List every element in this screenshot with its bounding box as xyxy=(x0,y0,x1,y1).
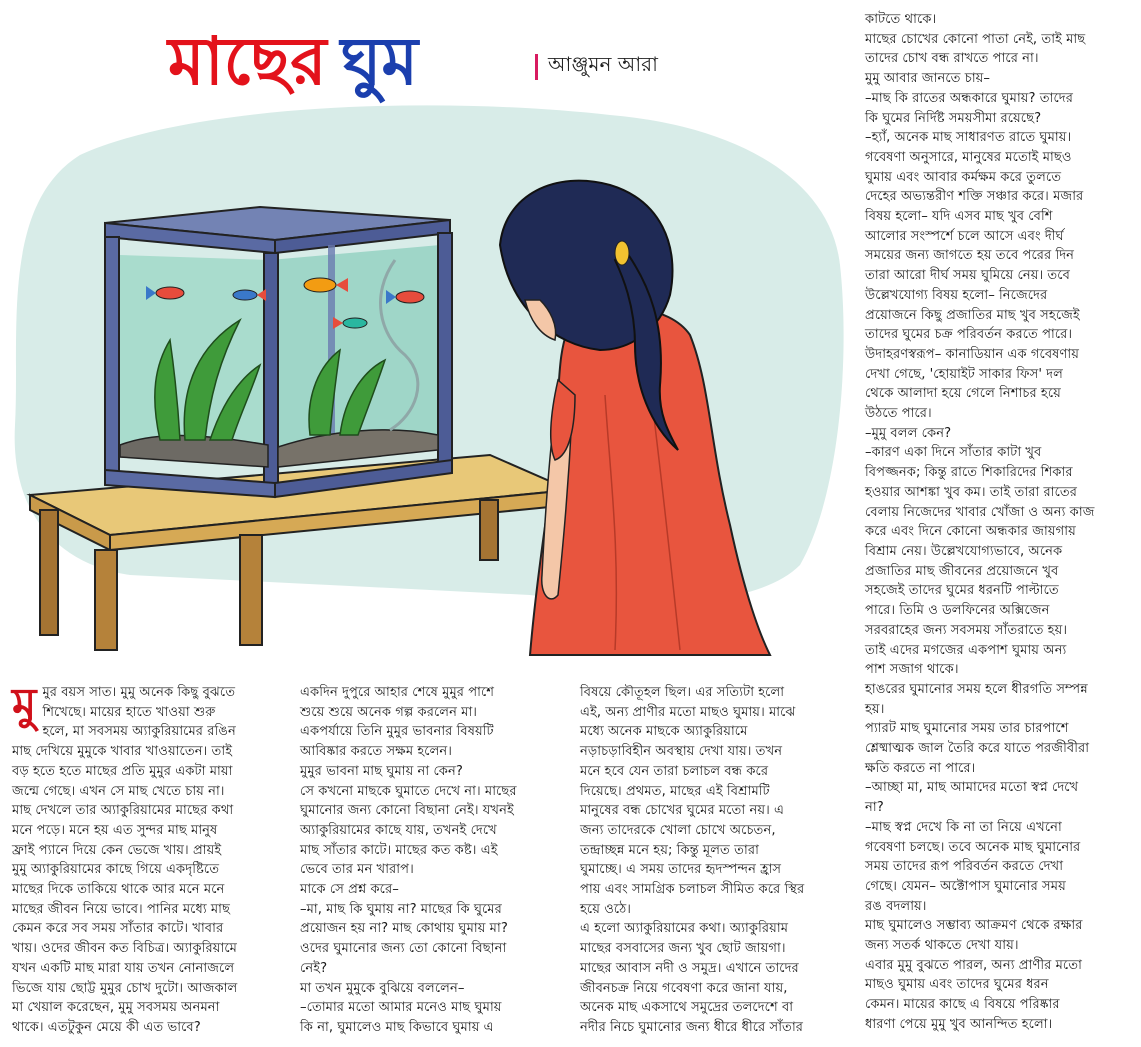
column-1-lines xyxy=(12,679,274,1038)
text-line: ফ্রাই প্যানে দিয়ে কেন ভেজে খায়। প্রায়ই xyxy=(12,842,222,858)
text-line: বেলায় নিজেদের খাবার খোঁজা ও অন্য কাজ xyxy=(865,504,1095,520)
text-line: আলোর সংস্পর্শে চলে আসে এবং দীর্ঘ xyxy=(865,228,1064,244)
text-line: থেকে আলাদা হয়ে গেলে নিশাচর হয়ে xyxy=(865,386,1061,402)
illustration-girl-aquarium xyxy=(10,95,850,660)
text-line: সময় তাদের রূপ পরিবর্তন করতে দেখা xyxy=(865,859,1064,875)
text-line: গবেষণা চলছে। তবে অনেক মাছ ঘুমানোর xyxy=(865,839,1081,855)
text-line: শিখেছে। মায়ের হাতে খাওয়া শুরু xyxy=(42,704,216,720)
column-3-lines xyxy=(580,683,842,1038)
text-line: মনে পড়ে। মনে হয় এত সুন্দর মাছ মানুষ xyxy=(12,822,218,838)
text-line: মা খেয়াল করেছেন, মুমু সবসময় অনমনা xyxy=(12,1000,220,1016)
text-line: মাছ সাঁতার কাটে। মাছের কত কষ্ট। এই xyxy=(300,842,498,858)
text-line: প্যারট মাছ ঘুমানোর সময় তার চারপাশে xyxy=(865,721,1069,737)
article-column-1 xyxy=(12,679,274,1038)
article-column-3 xyxy=(580,683,842,1038)
text-line: প্রজাতির মাছ জীবনের প্রয়োজনে খুব xyxy=(865,563,1059,579)
text-line: শুয়ে শুয়ে অনেক গল্প করলেন মা। xyxy=(300,704,478,720)
text-line: ক্ষতি করতে না পারে। xyxy=(865,760,976,776)
text-line: –মাছ কি রাতের অন্ধকারে ঘুমায়? তাদের xyxy=(865,90,1073,106)
text-line: মাছ ঘুমালেও সম্ভাব্য আক্রমণ থেকে রক্ষার xyxy=(865,918,1083,934)
text-line: হয়। xyxy=(865,701,885,717)
text-line: ঘুমানোর জন্য কোনো বিছানা নেই। যখনই xyxy=(300,803,514,819)
author-name: আঞ্জুমন আরা xyxy=(548,52,658,76)
text-line: –তোমার মতো আমার মনেও মাছ ঘুমায় xyxy=(300,1000,502,1016)
text-line: জন্মে গেছে। এখন সে মাছ খেতে চায় না। xyxy=(12,783,225,799)
text-line: –মাছ স্বপ্ন দেখে কি না তা নিয়ে এখনো xyxy=(865,819,1062,835)
text-line: ওদের ঘুমানোর জন্য তো কোনো বিছানা xyxy=(300,941,507,957)
text-line: হাঙরের ঘুমানোর সময় হলে ধীরগতি সম্পন্ন xyxy=(865,681,1088,697)
text-line: এ হলো অ্যাকুরিয়ামের কথা। অ্যাকুরিয়াম xyxy=(580,921,789,937)
text-line: আবিষ্কার করতে সক্ষম হলেন। xyxy=(300,744,452,760)
text-line: তারা আরো দীর্ঘ সময় ঘুমিয়ে নেয়। তবে xyxy=(865,268,1070,284)
text-line: একপর্যায়ে তিনি মুমুর ভাবনার বিষয়টি xyxy=(300,724,494,740)
text-line: মাছ দেখিয়ে মুমুকে খাবার খাওয়াতেন। তাই xyxy=(12,744,233,760)
text-line: কেমন। মায়ের কাছে এ বিষয়ে পরিষ্কার xyxy=(865,997,1060,1013)
text-line: মনে হবে যেন তারা চলাচল বন্ধ করে xyxy=(580,763,769,779)
text-line: অনেক মাছ একসাথে সমুদ্রের তলদেশে বা xyxy=(580,1000,794,1016)
text-line: রঙ বদলায়। xyxy=(865,898,927,914)
text-line: সে কখনো মাছকে ঘুমাতে দেখে না। মাছের xyxy=(300,783,517,799)
text-line: গেছে। যেমন– অক্টোপাস ঘুমানোর সময় xyxy=(865,878,1066,894)
text-line: নদীর নিচে ঘুমানোর জন্য ধীরে ধীরে সাঁতার xyxy=(580,1019,804,1035)
text-line: বিপজ্জনক; কিন্তু রাতে শিকারিদের শিকার xyxy=(865,465,1073,481)
text-line: তন্দ্রাচ্ছন্ন মনে হয়; কিন্তু মূলত তারা xyxy=(580,842,759,858)
text-line: তাই এদের মগজের একপাশ ঘুমায় অন্য xyxy=(865,642,1067,658)
text-line: পারে। তিমি ও ডলফিনের অক্সিজেন xyxy=(865,603,1050,619)
text-line: মুমু অ্যাকুরিয়ামের কাছে গিয়ে একদৃষ্টিতে xyxy=(12,862,220,878)
text-line: মধ্যে অনেক মাছকে অ্যাকুরিয়ামে xyxy=(580,724,748,740)
text-line: দিয়েছে। প্রথমত, মাছের এই বিশ্রামটি xyxy=(580,783,770,799)
text-line: থাকে। এতটুকুন মেয়ে কী এত ভাবে? xyxy=(12,1019,201,1035)
text-line: মুমু আবার জানতে চায়– xyxy=(865,71,991,87)
text-line: দেখা গেছে, 'হোয়াইট সাকার ফিস' দল xyxy=(865,366,1063,382)
text-line: কেমন করে সব সময় সাঁতার কাটে। খাবার xyxy=(12,921,224,937)
text-line: মুর বয়স সাত। মুমু অনেক কিছু বুঝতে xyxy=(42,685,236,700)
text-line: বড় হতে হতে মাছের প্রতি মুমুর একটা মায়া xyxy=(12,763,233,779)
text-line: উল্লেখযোগ্য বিষয় হলো– নিজেদের xyxy=(865,287,1048,303)
text-line: এবার মুমু বুঝতে পারল, অন্য প্রাণীর মতো xyxy=(865,957,1082,973)
text-line: পায় এবং সামগ্রিক চলাচল সীমিত করে স্থির xyxy=(580,882,805,898)
text-line: উঠতে পারে। xyxy=(865,406,932,422)
text-line: –হ্যাঁ, অনেক মাছ সাধারণত রাতে ঘুমায়। xyxy=(865,130,1072,146)
article-title xyxy=(168,14,419,100)
text-line: তাদের ঘুমের চক্র পরিবর্তন করতে পারে। xyxy=(865,327,1073,343)
text-line: মাছের আবাস নদী ও সমুদ্র। এখানে তাদের xyxy=(580,960,799,976)
text-line: হওয়ার আশঙ্কা খুব কম। তাই তারা রাতের xyxy=(865,484,1078,500)
dropcap: মু xyxy=(12,679,37,730)
text-line: মাছ দেখলে তার অ্যাকুরিয়ামের মাছের কথা xyxy=(12,803,234,819)
text-line: নেই? xyxy=(300,960,328,976)
text-line: ভেবে তার মন খারাপ। xyxy=(300,862,414,878)
text-line: জন্য সতর্ক থাকতে দেখা যায়। xyxy=(865,938,1019,954)
text-line: শ্লেষ্মাত্মক জাল তৈরি করে যাতে পরজীবীরা xyxy=(865,741,1090,757)
text-line: অ্যাকুরিয়ামের কাছে যায়, তখনই দেখে xyxy=(300,822,497,838)
text-line: মুমুর ভাবনা মাছ ঘুমায় না কেন? xyxy=(300,763,463,779)
title-word-fish: মাছের xyxy=(168,22,327,100)
text-line: সময়ের জন্য জাগতে হয় তবে পরের দিন xyxy=(865,248,1075,264)
text-line: ভিজে যায় ছোট্ট মুমুর চোখ দুটো। আজকাল xyxy=(12,980,238,996)
text-line: তাদের চোখ বন্ধ রাখতে পারে না। xyxy=(865,51,1039,67)
text-line: ধারণা পেয়ে মুমু খুব আনন্দিত হলো। xyxy=(865,1016,1053,1032)
text-line: কি ঘুমের নির্দিষ্ট সময়সীমা রয়েছে? xyxy=(865,110,1042,126)
text-line: হয়ে ওঠে। xyxy=(580,901,631,917)
byline xyxy=(535,50,658,83)
text-line: কি না, ঘুমালেও মাছ কিভাবে ঘুমায় এ xyxy=(300,1019,494,1035)
byline-divider xyxy=(535,54,538,80)
text-line: দেহের অভ্যন্তরীণ শক্তি সঞ্চার করে। মজার xyxy=(865,189,1084,205)
text-line: মাছের দিকে তাকিয়ে থাকে আর মনে মনে xyxy=(12,882,225,898)
text-line: ঘুমায় এবং আবার কর্মক্ষম করে তুলতে xyxy=(865,169,1062,185)
text-line: মাছের জীবন নিয়ে ভাবে। পানির মধ্যে মাছ xyxy=(12,901,230,917)
text-line: বিশ্রাম নেয়। উল্লেখযোগ্যভাবে, অনেক xyxy=(865,543,1063,559)
text-line: মাছের চোখের কোনো পাতা নেই, তাই মাছ xyxy=(865,31,1086,47)
column-4-lines xyxy=(865,10,1131,1035)
article-column-2 xyxy=(300,683,562,1038)
text-line: বিষয় হলো– যদি এসব মাছ খুব বেশি xyxy=(865,209,1053,225)
text-line: করে এবং দিনে কোনো অন্ধকার জায়গায় xyxy=(865,524,1076,540)
text-line: –আচ্ছা মা, মাছ আমাদের মতো স্বপ্ন দেখে xyxy=(865,780,1079,796)
text-line: হলে, মা সবসময় অ্যাকুরিয়ামের রঙিন xyxy=(42,724,236,740)
text-line: বিষয়ে কৌতূহল ছিল। এর সত্যিটা হলো xyxy=(580,685,785,700)
text-line: –মুমু বলল কেন? xyxy=(865,425,952,441)
text-line: –কারণ একা দিনে সাঁতার কাটা খুব xyxy=(865,445,1042,461)
text-line: গবেষণা অনুসারে, মানুষের মতোই মাছও xyxy=(865,149,1072,165)
text-line: –মা, মাছ কি ঘুমায় না? মাছের কি ঘুমের xyxy=(300,901,502,917)
text-line: ঘুমাচ্ছে। এ সময় তাদের হৃদস্পন্দন হ্রাস xyxy=(580,862,782,878)
text-line: প্রয়োজন হয় না? মাছ কোথায় ঘুমায় মা? xyxy=(300,921,508,937)
text-line: যখন একটি মাছ মারা যায় তখন নোনাজলে xyxy=(12,960,235,976)
text-line: সহজেই তাদের ঘুমের ধরনটি পাল্টাতে xyxy=(865,583,1059,599)
text-line: মাকে সে প্রশ্ন করে– xyxy=(300,882,399,898)
text-line: একদিন দুপুরে আহার শেষে মুমুর পাশে xyxy=(300,685,495,700)
text-line: নড়াচড়াবিহীন অবস্থায় দেখা যায়। তখন xyxy=(580,744,783,760)
text-line: জীবনচক্র নিয়ে গবেষণা করে জানা যায়, xyxy=(580,980,788,996)
text-line: উদাহরণস্বরূপ– কানাডিয়ান এক গবেষণায় xyxy=(865,346,1079,362)
text-line: এই, অন্য প্রাণীর মতো মাছও ঘুমায়। মাঝে xyxy=(580,704,796,720)
text-line: খায়। ওদের জীবন কত বিচিত্র। অ্যাকুরিয়ামে xyxy=(12,941,237,957)
text-line: সরবরাহের জন্য সবসময় সাঁতরাতে হয়। xyxy=(865,622,1068,638)
text-line: মানুষের বন্ধ চোখের ঘুমের মতো নয়। এ xyxy=(580,803,785,819)
text-line: জন্য তাদেরকে খোলা চোখে অচেতন, xyxy=(580,822,776,838)
text-line: কাটতে থাকে। xyxy=(865,12,937,27)
text-line: মাছও ঘুমায় এবং তাদের ঘুমের ধরন xyxy=(865,977,1049,993)
text-line: না? xyxy=(865,800,884,816)
title-word-sleep: ঘুম xyxy=(340,22,419,100)
text-line: মাছের বসবাসের জন্য খুব ছোট জায়গা। xyxy=(580,941,786,957)
column-2-lines xyxy=(300,683,562,1038)
article-column-4 xyxy=(865,10,1131,1035)
text-line: মা তখন মুমুকে বুঝিয়ে বললেন– xyxy=(300,980,465,996)
text-line: প্রয়োজনে কিছু প্রজাতির মাছ খুব সহজেই xyxy=(865,307,1080,323)
text-line: পাশ সজাগ থাকে। xyxy=(865,662,959,678)
